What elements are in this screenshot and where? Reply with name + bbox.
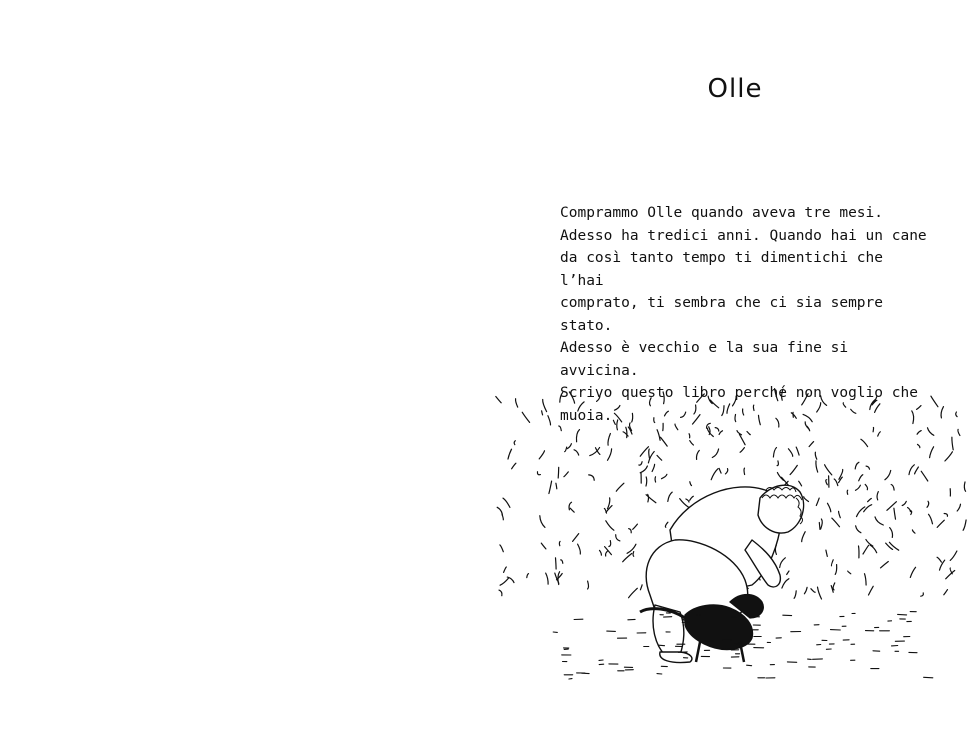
grass-stroke xyxy=(690,496,694,500)
grass-stroke xyxy=(573,534,579,542)
grass-stroke xyxy=(863,545,869,554)
grass-stroke xyxy=(780,558,786,568)
grass-stroke xyxy=(941,407,943,418)
grass-stroke xyxy=(869,586,874,595)
grass-stroke xyxy=(875,517,883,525)
grass-stroke xyxy=(940,560,945,570)
grass-stroke xyxy=(539,451,544,459)
grass-stroke xyxy=(652,464,655,471)
grass-stroke xyxy=(950,568,952,574)
grass-stroke xyxy=(929,514,933,524)
grass-stroke xyxy=(559,426,562,431)
grass-stroke xyxy=(825,465,832,475)
grass-stroke xyxy=(654,418,655,423)
grass-stroke xyxy=(777,461,778,466)
grass-stroke xyxy=(839,511,841,517)
grass-stroke xyxy=(803,414,812,421)
grass-stroke xyxy=(649,449,650,458)
grass-stroke xyxy=(560,392,563,402)
grass-stroke xyxy=(878,432,881,436)
grass-stroke xyxy=(804,587,807,594)
ground-stroke xyxy=(682,622,689,623)
grass-stroke xyxy=(613,420,615,424)
grass-stroke xyxy=(633,524,638,529)
grass-stroke xyxy=(543,400,547,412)
grass-stroke xyxy=(826,550,827,556)
ground-stroke xyxy=(747,665,752,666)
grass-stroke xyxy=(894,508,896,519)
grass-stroke xyxy=(559,541,560,545)
grass-stroke xyxy=(569,392,574,403)
grass-stroke xyxy=(725,469,727,474)
grass-stroke xyxy=(831,560,833,566)
grass-stroke xyxy=(945,452,953,461)
grass-stroke xyxy=(640,447,648,457)
grass-stroke xyxy=(500,578,508,585)
grass-stroke xyxy=(719,468,721,473)
grass-stroke xyxy=(817,403,821,412)
grass-stroke xyxy=(917,431,921,435)
grass-stroke xyxy=(802,394,808,405)
grass-stroke xyxy=(512,463,516,469)
grass-stroke xyxy=(537,472,540,475)
grass-stroke xyxy=(663,392,664,404)
grass-stroke xyxy=(578,544,581,554)
grass-stroke xyxy=(711,469,718,480)
grass-stroke xyxy=(609,541,611,547)
grass-stroke xyxy=(944,514,947,517)
grass-stroke xyxy=(567,444,571,449)
grass-stroke xyxy=(617,420,618,430)
grass-stroke xyxy=(832,518,840,527)
grass-stroke xyxy=(507,577,514,583)
right-page xyxy=(490,0,980,735)
grass-stroke xyxy=(855,462,859,469)
grass-stroke xyxy=(608,498,610,509)
grass-stroke xyxy=(950,551,957,560)
grass-stroke xyxy=(646,477,647,486)
grass-stroke xyxy=(739,434,745,444)
grass-stroke xyxy=(616,535,620,541)
grass-stroke xyxy=(693,415,701,425)
grass-stroke xyxy=(697,394,705,402)
grass-stroke xyxy=(946,571,955,579)
grass-stroke xyxy=(794,591,796,599)
grass-stroke xyxy=(833,583,835,590)
grass-stroke xyxy=(847,490,848,494)
grass-stroke xyxy=(722,406,724,416)
grass-stroke xyxy=(843,403,846,407)
grass-stroke xyxy=(588,581,589,589)
grass-stroke xyxy=(864,505,872,512)
grass-stroke xyxy=(957,504,960,511)
grass-stroke xyxy=(504,567,507,572)
grass-stroke xyxy=(660,437,667,446)
grass-stroke xyxy=(828,503,831,512)
ground-stroke xyxy=(898,614,907,615)
grass-stroke xyxy=(743,409,744,415)
grass-stroke xyxy=(597,396,600,402)
grass-stroke xyxy=(565,447,567,452)
grass-stroke xyxy=(542,411,543,415)
grass-stroke xyxy=(915,467,919,474)
grass-stroke xyxy=(574,450,579,455)
grass-stroke xyxy=(796,447,799,455)
grass-stroke xyxy=(681,412,686,417)
grass-stroke xyxy=(958,429,960,435)
grass-stroke xyxy=(835,565,837,575)
grass-stroke xyxy=(848,571,851,574)
grass-stroke xyxy=(576,430,579,442)
grass-stroke xyxy=(675,424,678,430)
grass-stroke xyxy=(499,590,502,596)
grass-stroke xyxy=(558,467,559,478)
illustration-man-and-dog xyxy=(490,380,980,700)
grass-stroke xyxy=(668,492,672,501)
grass-stroke xyxy=(921,471,928,481)
grass-stroke xyxy=(615,406,620,411)
grass-stroke xyxy=(516,399,518,407)
grass-stroke xyxy=(944,590,948,595)
grass-stroke xyxy=(782,579,789,588)
grass-stroke xyxy=(790,465,797,474)
grass-stroke xyxy=(816,498,819,505)
grass-stroke xyxy=(508,449,512,459)
grass-stroke xyxy=(866,466,869,469)
grass-stroke xyxy=(556,483,557,489)
grass-stroke xyxy=(902,501,906,505)
grass-stroke xyxy=(694,405,696,414)
grass-stroke xyxy=(782,389,783,400)
grass-stroke xyxy=(851,409,856,413)
grass-stroke xyxy=(775,389,778,401)
grass-stroke xyxy=(856,485,861,490)
grass-stroke xyxy=(788,449,792,457)
grass-stroke xyxy=(639,462,642,465)
grass-stroke xyxy=(564,472,568,477)
grass-stroke xyxy=(937,557,941,562)
chapter-paragraph: Comprammo Olle quando aveva tre mesi. Adesso ha tredici anni. Quando hai un cane da così tanto tempo ti dimentichi che l’hai comprato, ti sembra che ci sia sempre stato. Adesso è vecchio e la sua fine si avvicina. Scrivo questo libro perché non voglio che muoia. xyxy=(560,205,927,424)
grass-stroke xyxy=(744,468,745,474)
grass-stroke xyxy=(578,402,584,411)
grass-stroke xyxy=(912,530,915,533)
grass-stroke xyxy=(753,405,754,410)
ground-stroke xyxy=(659,645,665,646)
grass-stroke xyxy=(931,396,938,407)
grass-stroke xyxy=(727,404,730,413)
grass-stroke xyxy=(799,481,802,486)
grass-stroke xyxy=(908,508,911,512)
grass-stroke xyxy=(648,494,649,502)
grass-stroke xyxy=(912,411,914,424)
grass-stroke xyxy=(773,448,776,458)
grass-stroke xyxy=(715,428,719,432)
grass-stroke xyxy=(885,471,891,480)
grass-stroke xyxy=(877,492,878,500)
grass-stroke xyxy=(891,485,894,491)
grass-stroke xyxy=(665,522,668,527)
grass-stroke xyxy=(804,497,809,502)
grass-stroke xyxy=(856,526,861,533)
grass-stroke xyxy=(600,550,602,555)
grass-stroke xyxy=(655,477,656,482)
grass-stroke xyxy=(921,593,924,596)
grass-stroke xyxy=(890,528,893,538)
grass-stroke xyxy=(918,444,920,447)
grass-stroke xyxy=(650,398,652,406)
grass-stroke xyxy=(927,501,929,507)
grass-stroke xyxy=(640,585,642,590)
grass-stroke xyxy=(805,422,809,429)
grass-stroke xyxy=(540,516,545,528)
grass-stroke xyxy=(747,432,750,435)
grass-stroke xyxy=(556,558,557,569)
grass-stroke xyxy=(632,413,633,422)
grass-stroke xyxy=(690,441,694,445)
grass-stroke xyxy=(690,482,692,486)
grass-stroke xyxy=(712,449,718,458)
grass-stroke xyxy=(514,441,515,445)
grass-stroke xyxy=(917,406,922,410)
grass-stroke xyxy=(657,430,660,441)
grass-stroke xyxy=(689,434,690,438)
grass-stroke xyxy=(821,519,823,529)
grass-stroke xyxy=(548,416,551,425)
grass-stroke xyxy=(881,562,889,568)
grass-stroke xyxy=(868,499,872,502)
grass-stroke xyxy=(859,475,863,481)
grass-stroke xyxy=(865,484,867,489)
grass-stroke xyxy=(719,431,722,435)
grass-stroke xyxy=(802,532,806,542)
grass-stroke xyxy=(608,449,612,460)
grass-stroke xyxy=(928,428,934,436)
grass-stroke xyxy=(629,529,632,533)
grass-stroke xyxy=(629,588,638,597)
grass-stroke xyxy=(500,545,503,552)
grass-stroke xyxy=(910,567,915,577)
grass-stroke xyxy=(818,587,822,599)
grass-stroke xyxy=(875,404,880,413)
grass-stroke xyxy=(821,396,827,406)
grass-stroke xyxy=(964,482,965,491)
grass-stroke xyxy=(549,481,552,493)
grass-stroke xyxy=(735,415,736,422)
grass-stroke xyxy=(522,412,529,422)
grass-stroke xyxy=(740,448,744,453)
grass-stroke xyxy=(633,552,634,557)
grass-stroke xyxy=(665,411,669,416)
grass-stroke xyxy=(787,571,789,575)
grass-stroke xyxy=(710,400,718,408)
grass-stroke xyxy=(733,396,737,406)
grass-stroke xyxy=(776,418,779,427)
grass-stroke xyxy=(623,554,632,562)
grass-stroke xyxy=(606,521,614,530)
grass-stroke xyxy=(541,543,546,549)
grass-stroke xyxy=(546,573,548,584)
grass-stroke xyxy=(503,498,510,507)
grass-stroke xyxy=(606,551,608,556)
grass-stroke xyxy=(811,589,815,593)
grass-stroke xyxy=(937,520,944,527)
chapter-title: Olle xyxy=(707,74,763,104)
grass-stroke xyxy=(657,455,662,460)
grass-stroke xyxy=(834,479,838,486)
grass-stroke xyxy=(608,434,610,446)
grass-stroke xyxy=(626,427,627,437)
grass-stroke xyxy=(809,442,814,447)
grass-stroke xyxy=(865,574,867,585)
grass-stroke xyxy=(561,560,563,563)
grass-stroke xyxy=(816,461,818,472)
grass-stroke xyxy=(861,439,868,446)
grass-stroke xyxy=(815,452,817,459)
grass-stroke xyxy=(956,412,957,417)
grass-stroke xyxy=(570,508,574,512)
grass-stroke xyxy=(589,475,595,480)
grass-stroke xyxy=(697,450,700,459)
grass-stroke xyxy=(527,574,529,578)
grass-stroke xyxy=(686,499,689,502)
grass-stroke xyxy=(616,483,624,491)
grass-stroke xyxy=(502,514,503,520)
grass-stroke xyxy=(826,480,828,485)
grass-stroke xyxy=(819,523,820,530)
grass-stroke xyxy=(909,465,914,475)
grass-stroke xyxy=(759,415,761,424)
grass-stroke xyxy=(496,397,501,403)
grass-stroke xyxy=(662,474,667,478)
ground-stroke xyxy=(924,677,933,678)
grass-stroke xyxy=(640,466,647,473)
grass-stroke xyxy=(866,540,873,547)
grass-stroke xyxy=(963,520,966,530)
grass-stroke xyxy=(930,447,934,458)
grass-stroke xyxy=(627,544,636,553)
grass-stroke xyxy=(952,437,953,450)
grass-stroke xyxy=(887,502,897,511)
